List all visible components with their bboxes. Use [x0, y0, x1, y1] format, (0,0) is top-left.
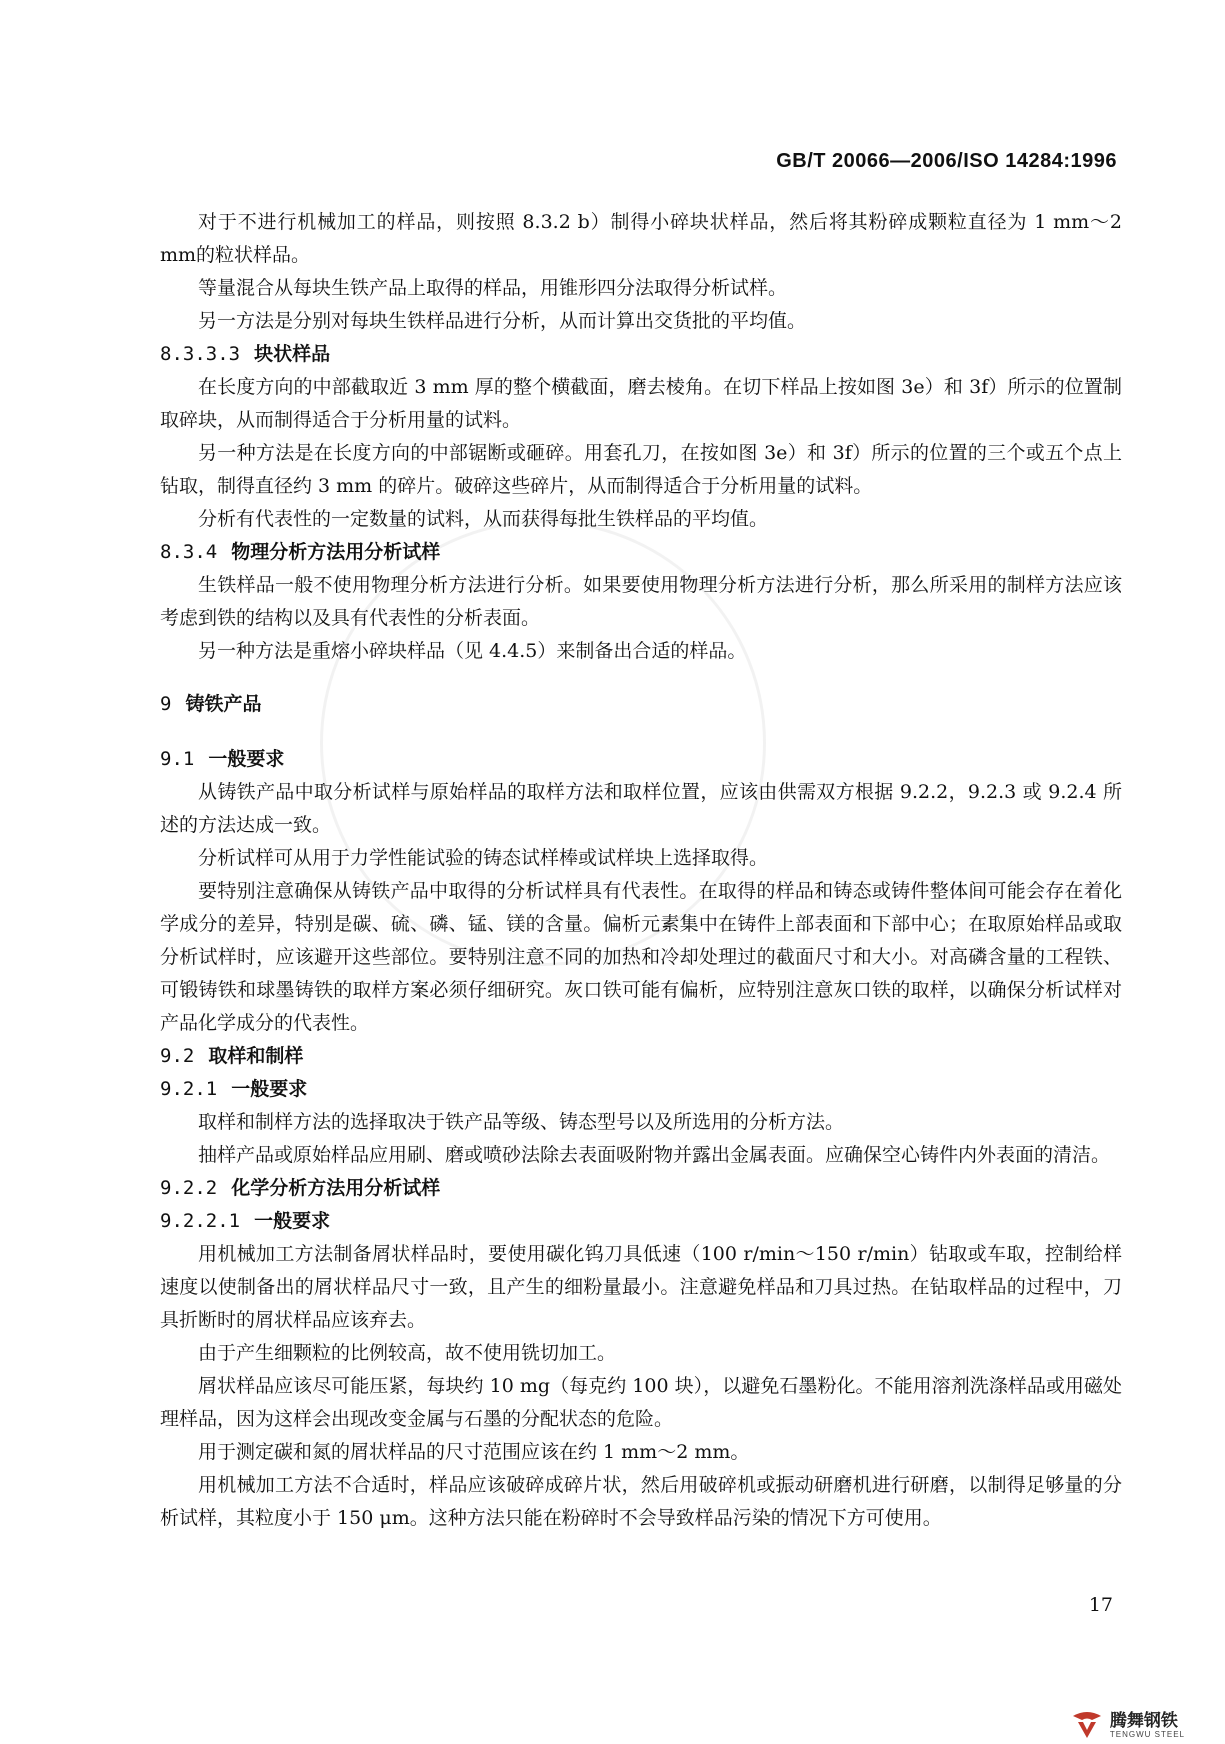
section-heading	[160, 1205, 1122, 1238]
paragraph: 由于产生细颗粒的比例较高，故不使用铣切加工。	[198, 1342, 617, 1364]
paragraph: 抽样产品或原始样品应用刷、磨或喷砂法除去表面吸附物并露出金属表面。应确保空心铸件内外表面的清洁。	[198, 1144, 1111, 1166]
section-heading	[160, 1073, 1122, 1106]
paragraph: 生铁样品一般不使用物理分析方法进行分析。如果要使用物理分析方法进行分析，那么所采用的制样方法应该考虑到铁的结构以及具有代表性的分析表面。	[160, 574, 1122, 629]
paragraph: 用于测定碳和氮的屑状样品的尺寸范围应该在约 1 mm～2 mm。	[198, 1441, 750, 1463]
paragraph: 要特别注意确保从铸铁产品中取得的分析试样具有代表性。在取得的样品和铸态或铸件整体间可能会存在着化学成分的差异，特别是碳、硫、磷、锰、镁的含量。偏析元素集中在铸件上部表面和下部中心；在取原始样品或取分析试样时，应该避开这些部位。要特别注意不同的加热和冷却处理过的截面尺寸和大小。对高磷含量的工程铁、可锻铸铁和球墨铸铁的取样方案必须仔细研究。灰口铁可能有偏析，应特别注意灰口铁的取样，以确保分析试样对产品化学成分的代表性。	[160, 880, 1122, 1034]
paragraph: 屑状样品应该尽可能压紧，每块约 10 mg（每克约 100 块），以避免石墨粉化。不能用溶剂洗涤样品或用磁处理样品，因为这样会出现改变金属与石墨的分配状态的危险。	[160, 1375, 1122, 1430]
page-number: 17	[1088, 1594, 1113, 1616]
section-number: 8.3.3.3	[160, 343, 241, 365]
paragraph: 另一方法是分别对每块生铁样品进行分析，从而计算出交货批的平均值。	[198, 310, 807, 332]
section-number: 9.1	[160, 748, 195, 770]
section-number: 9.2.1	[160, 1078, 218, 1100]
paragraph: 在长度方向的中部截取近 3 mm 厚的整个横截面，磨去棱角。在切下样品上按如图 3e）和 3f）所示的位置制取碎块，从而制得适合于分析用量的试料。	[160, 376, 1122, 431]
section-title: 一般要求	[208, 748, 285, 770]
paragraph: 用机械加工方法不合适时，样品应该破碎成碎片状，然后用破碎机或振动研磨机进行研磨，以制得足够量的分析试样，其粒度小于 150 μm。这种方法只能在粉碎时不会导致样品污染的情况下方可使用。	[160, 1474, 1122, 1529]
section-heading	[160, 743, 1122, 776]
logo-text-cn: 腾舞钢铁	[1109, 1710, 1178, 1731]
paragraph: 分析有代表性的一定数量的试料，从而获得每批生铁样品的平均值。	[198, 508, 769, 530]
paragraph: 分析试样可从用于力学性能试验的铸态试样棒或试样块上选择取得。	[198, 847, 769, 869]
section-number: 9.2.2	[160, 1177, 218, 1199]
section-number: 9.2.2.1	[160, 1210, 241, 1232]
logo-text-en: TENGWU STEEL	[1109, 1729, 1185, 1739]
paragraph: 从铸铁产品中取分析试样与原始样品的取样方法和取样位置，应该由供需双方根据 9.2.2，9.2.3 或 9.2.4 所述的方法达成一致。	[160, 781, 1122, 836]
section-number: 8.3.4	[160, 541, 218, 563]
section-heading	[160, 338, 1122, 371]
section-title: 一般要求	[231, 1078, 308, 1100]
tengwu-logo-icon	[1070, 1710, 1104, 1740]
paragraph: 另一种方法是在长度方向的中部锯断或砸碎。用套孔刀，在按如图 3e）和 3f）所示的位置的三个或五个点上钻取，制得直径约 3 mm 的碎片。破碎这些碎片，从而制得适合于分析用量的试料。	[160, 442, 1122, 497]
paragraph: 对于不进行机械加工的样品，则按照 8.3.2 b）制得小碎块状样品，然后将其粉碎成颗粒直径为 1 mm～2 mm的粒状样品。	[160, 211, 1122, 266]
section-heading	[160, 1172, 1122, 1205]
paragraph: 等量混合从每块生铁产品上取得的样品，用锥形四分法取得分析试样。	[198, 277, 788, 299]
section-title: 物理分析方法用分析试样	[231, 541, 441, 563]
section-heading	[160, 536, 1122, 569]
section-heading	[160, 1040, 1122, 1073]
paragraph: 取样和制样方法的选择取决于铁产品等级、铸态型号以及所选用的分析方法。	[198, 1111, 845, 1133]
section-number: 9	[160, 693, 172, 715]
section-number: 9.2	[160, 1045, 195, 1067]
section-title: 化学分析方法用分析试样	[231, 1177, 441, 1199]
section-title: 块状样品	[254, 343, 331, 365]
section-title: 一般要求	[254, 1210, 331, 1232]
tengwu-steel-logo	[1070, 1710, 1185, 1740]
section-title: 取样和制样	[208, 1045, 304, 1067]
paragraph: 用机械加工方法制备屑状样品时，要使用碳化钨刀具低速（100 r/min～150 r/min）钻取或车取，控制给样速度以使制备出的屑状样品尺寸一致，且产生的细粉量最小。注意避免样品和刀具过热。在钻取样品的过程中，刀具折断时的屑状样品应该弃去。	[160, 1243, 1122, 1331]
standard-code: GB/T 20066—2006/ISO 14284:1996	[776, 150, 1117, 172]
paragraph: 另一种方法是重熔小碎块样品（见 4.4.5）来制备出合适的样品。	[198, 640, 747, 662]
document-body	[160, 206, 1122, 1535]
section-heading	[160, 688, 1122, 721]
section-title: 铸铁产品	[185, 693, 262, 715]
